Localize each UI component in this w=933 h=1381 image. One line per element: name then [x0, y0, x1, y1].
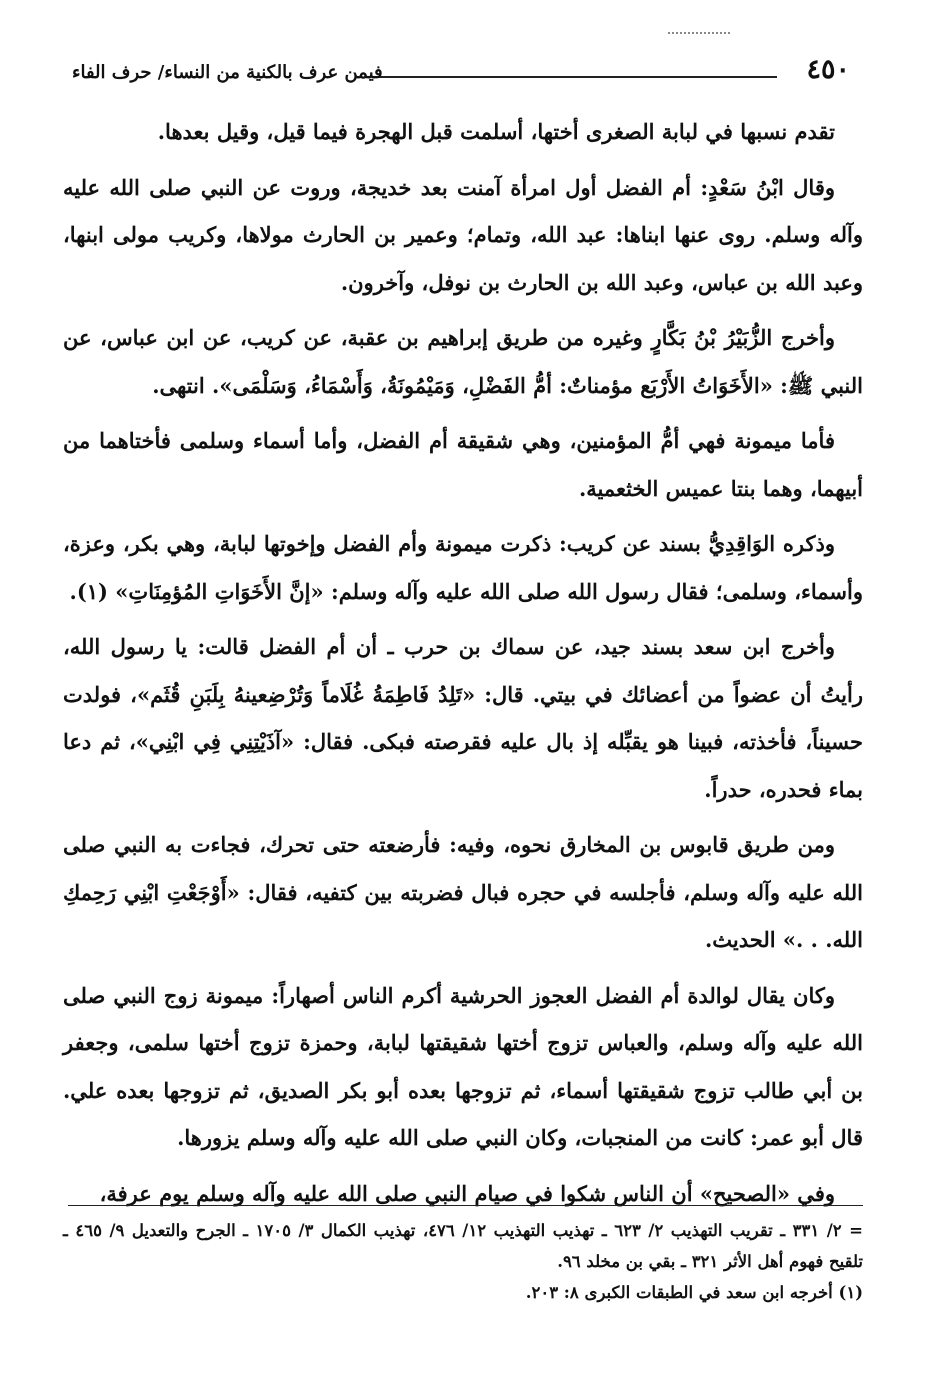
paragraph-text: وذكره الوَاقِدِيُّ بسند عن كريب: ذكرت ميمونة وأم الفضل وإخوتها لبابة، وهي بكر، وعزة، وأسماء، وسلمى؛ فقال رسول الله صلى الله عليه وآله وسلم: «إنَّ الأَخَوَاتِ المُؤمِنَاتِ» (١).: [63, 531, 863, 604]
paragraph: [63, 623, 863, 813]
header-rule: [372, 76, 777, 78]
paragraph-text: وأخرج ابن سعد بسند جيد، عن سماك بن حرب ـ أن أم الفضل قالت: يا رسول الله، رأيتُ أن عضواً من أعضائك في بيتي. قال: «تَلِدُ فَاطِمَةُ غُلَاماً وَتُرْضِعينهُ بِلَبَنِ قُثَم»، فولدت حسيناً، فأخذته، فبينا هو يقبِّله إذ بال عليه فقرصته فبكى. فقال: «آذَيْتِنِي فِي ابْنِي»، ثم دعا بماء فحدره، حدراً.: [63, 634, 863, 802]
footnote: = ٢/ ٣٣١ ـ تقريب التهذيب ٢/ ٦٢٣ ـ تهذيب التهذيب ١٢/ ٤٧٦، تهذيب الكمال ٣/ ١٧٠٥ ـ الجرح والتعديل ٩/ ٤٦٥ ـ تلقيح فهوم أهل الأثر ٣٢١ ـ بقي بن مخلد ٩٦.: [63, 1221, 863, 1271]
paragraph-text: وأخرج الزُّبَيْرُ بْنُ بَكَّارٍ وغيره من طريق إبراهيم بن عقبة، عن كريب، عن ابن عباس، عن النبي ﷺ: «الأَخَوَاتُ الأَرْبَع مؤمناتٌ: أمُّ الفَضْلِ، وَمَيْمُونَةُ، وَأَسْمَاءُ، وَسَلْمَى». انتهى.: [63, 325, 863, 398]
paragraph: [63, 821, 863, 964]
paragraph: [63, 972, 863, 1162]
paragraph-text: وقال ابْنُ سَعْدٍ: أم الفضل أول امرأة آمنت بعد خديجة، وروت عن النبي صلى الله عليه وآله وسلم. روى عنها ابناها: عبد الله، وتمام؛ وعمير بن الحارث مولاها، وكريب مولى ابنها، وعبد الله بن عباس، وعبد الله بن الحارث بن نوفل، وآخرون.: [63, 174, 863, 295]
running-head: فيمن عرف بالكنية من النساء/ حرف الفاء: [72, 62, 383, 83]
paragraph: [63, 108, 863, 156]
page-number: ٤٥٠: [806, 54, 850, 85]
paragraph-text: وكان يقال لوالدة أم الفضل العجوز الحرشية أكرم الناس أصهاراً: ميمونة زوج النبي صلى الله عليه وآله وسلم، والعباس تزوج أختها شقيقتها لبابة، وحمزة تزوج أختها سلمى، وجعفر بن أبي طالب تزوج شقيقتها أسماء، ثم تزوجها بعده أبو بكر الصديق، ثم تزوجها بعده علي. قال أبو عمر: كانت من المنجبات، وكان النبي صلى الله عليه وآله وسلم يزورها.: [63, 982, 863, 1150]
paragraph-text: تقدم نسبها في لبابة الصغرى أختها، أسلمت قبل الهجرة فيما قيل، وقيل بعدها.: [157, 119, 835, 144]
main-text: [63, 108, 863, 1225]
paragraph: [63, 1170, 863, 1218]
paragraph-text: فأما ميمونة فهي أمُّ المؤمنين، وهي شقيقة أم الفضل، وأما أسماء وسلمى فأختاهما من أبيهما، وهما بنتا عميس الخثعمية.: [63, 428, 863, 501]
top-edge-mark: [668, 32, 730, 34]
footnotes: [63, 1215, 863, 1308]
paragraph: [63, 314, 863, 409]
paragraph: [63, 164, 863, 307]
paragraph: [63, 520, 863, 615]
footnote-rule: [68, 1205, 863, 1206]
paragraph-text: وفي «الصحيح» أن الناس شكوا في صيام النبي صلى الله عليه وآله وسلم يوم عرفة،: [99, 1180, 835, 1206]
footnote: (١) أخرجه ابن سعد في الطبقات الكبرى ٨: ٢٠٣.: [525, 1283, 863, 1302]
paragraph: [63, 417, 863, 512]
page-header: [72, 52, 862, 96]
paragraph-text: ومن طريق قابوس بن المخارق نحوه، وفيه: فأرضعته حتى تحرك، فجاءت به النبي صلى الله عليه وآله وسلم، فأجلسه في حجره فبال فضربته بين كتفيه، فقال: «أَوْجَعْتِ ابْنِي رَحِمكِ الله. . .» الحديث.: [63, 832, 863, 952]
